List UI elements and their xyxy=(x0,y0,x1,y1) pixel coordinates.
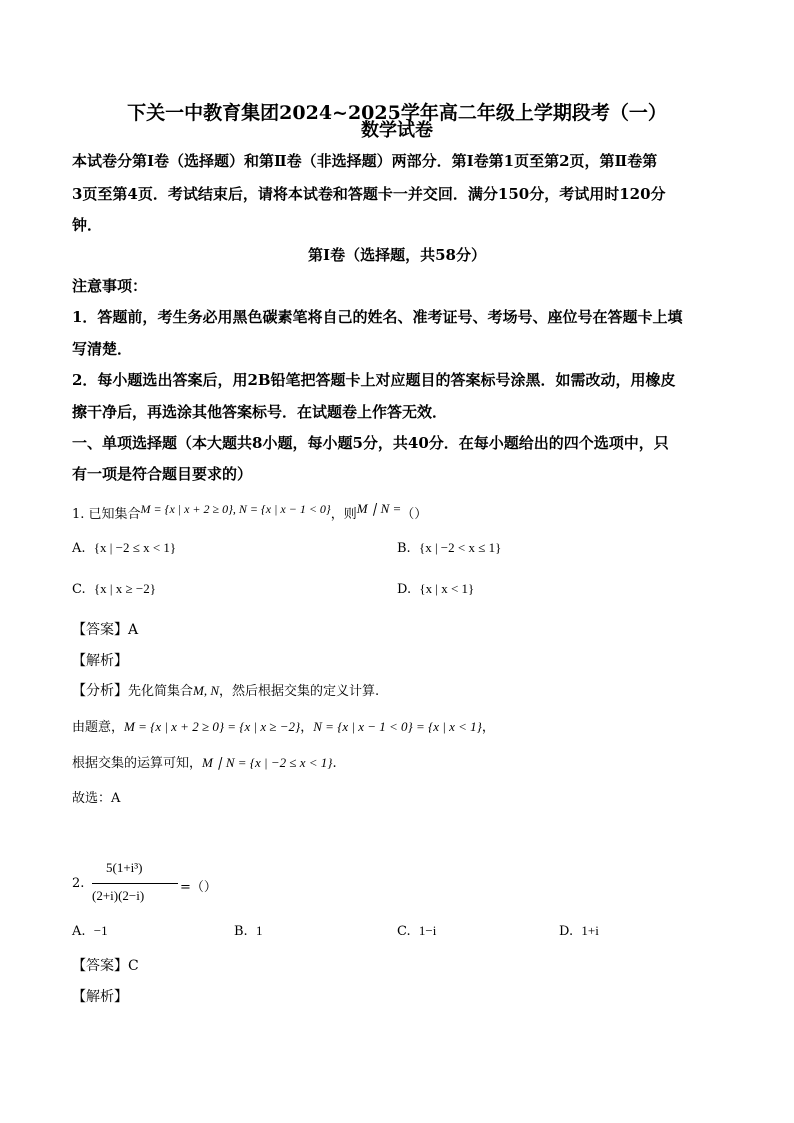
q2-denominator: (2+i)(2−i) xyxy=(92,888,145,903)
exam-title: 下关一中教育集团2024~2025学年高二年级上学期段考（一） xyxy=(127,102,667,124)
option-label: D. xyxy=(397,582,412,597)
part1-line-1: 一、单项选择题（本大题共8小题，每小题5分，共40分．在每小题给出的四个选项中，只 xyxy=(72,434,669,452)
note-2-line-2: 擦干净后，再选涂其他答案标号．在试题卷上作答无效． xyxy=(72,403,448,421)
q1-solution-line-1 xyxy=(72,716,495,735)
solution-math: M = {x | x + 2 ≥ 0} = {x | x ≥ −2} xyxy=(124,719,301,734)
option-text: {x | x < 1} xyxy=(419,581,475,596)
option-text: 1−i xyxy=(418,923,437,938)
option-text: −1 xyxy=(93,923,108,938)
note-2-line-1: 2．每小题选出答案后，用2B铅笔把答题卡上对应题目的答案标号涂黑．如需改动，用橡皮 xyxy=(72,371,676,389)
q2-option-c xyxy=(397,923,436,939)
intro-line-1: 本试卷分第Ⅰ卷（选择题）和第Ⅱ卷（非选择题）两部分．第Ⅰ卷第1页至第2页，第Ⅱ卷第 xyxy=(72,152,658,170)
option-label: B. xyxy=(397,541,411,556)
q1-option-d xyxy=(397,581,474,597)
q1-analysis-tag: 【解析】 xyxy=(72,653,128,669)
q1-option-c xyxy=(72,581,156,597)
option-text: 1 xyxy=(255,923,263,938)
intro-line-3: 钟． xyxy=(72,216,103,234)
question-1 xyxy=(72,503,427,522)
exam-subtitle: 数学试卷 xyxy=(361,120,433,141)
notes-heading: 注意事项： xyxy=(72,277,148,295)
q1-fenxi xyxy=(72,680,379,700)
solution-end: ， xyxy=(481,720,495,735)
part1-line-2: 有一项是符合题目要求的） xyxy=(72,465,253,483)
note-1-line-2: 写清楚． xyxy=(72,340,133,358)
intro-line-2: 3页至第4页．考试结束后，请将本试卷和答题卡一并交回．满分150分，考试用时120分 xyxy=(72,185,666,203)
option-text: {x | −2 ≤ x < 1} xyxy=(93,540,177,555)
option-text: {x | x ≥ −2} xyxy=(93,581,156,596)
q2-equals: =（） xyxy=(180,880,217,895)
fenxi-text: 先化简集合 xyxy=(128,684,194,699)
option-label: A. xyxy=(72,541,86,556)
solution-sep: ， xyxy=(300,720,314,735)
option-label: A. xyxy=(72,924,86,939)
option-label: B. xyxy=(234,924,248,939)
q2-numerator: 5(1+i³) xyxy=(106,860,143,875)
solution-text: 根据交集的运算可知， xyxy=(72,756,203,771)
note-1-line-1: 1．答题前，考生务必用黑色碳素笔将自己的姓名、准考证号、考场号、座位号在答题卡上填 xyxy=(72,308,683,326)
q2-number: 2. xyxy=(72,876,85,891)
solution-text: 由题意， xyxy=(72,720,125,735)
q1-sets: M = {x | x + 2 ≥ 0}, N = {x | x − 1 < 0} xyxy=(140,502,331,516)
q2-answer: 【答案】C xyxy=(72,958,139,974)
q1-prefix: 1. 已知集合 xyxy=(72,507,141,522)
q2-option-a xyxy=(72,923,108,939)
option-label: C. xyxy=(397,924,411,939)
q2-option-d xyxy=(559,923,599,939)
q1-option-b xyxy=(397,540,501,556)
fenxi-math: M, N xyxy=(193,683,220,698)
q1-choose: 故选：A xyxy=(72,791,121,806)
solution-end: . xyxy=(332,756,337,771)
fraction-bar xyxy=(92,883,178,884)
q2-fraction xyxy=(92,858,180,908)
solution-math: M ∣ N = {x | −2 ≤ x < 1} xyxy=(202,755,333,770)
option-text: 1+i xyxy=(581,923,599,938)
solution-math: N = {x | x − 1 < 0} = {x | x < 1} xyxy=(313,719,482,734)
q1-answer: 【答案】A xyxy=(72,622,139,638)
q1-then: ，则 xyxy=(330,507,357,522)
q2-option-b xyxy=(234,923,262,939)
option-text: {x | −2 < x ≤ 1} xyxy=(418,540,502,555)
q2-analysis-tag: 【解析】 xyxy=(72,989,128,1005)
q1-expr: M ∣ N = xyxy=(356,501,402,516)
option-label: C. xyxy=(72,582,86,597)
option-label: D. xyxy=(559,924,574,939)
q1-solution-line-2 xyxy=(72,752,337,771)
fenxi-tag: 【分析】 xyxy=(72,683,128,699)
q1-option-a xyxy=(72,540,176,556)
q1-blank: （） xyxy=(401,507,428,522)
fenxi-text-end: ，然后根据交集的定义计算. xyxy=(219,684,380,699)
section-title: 第Ⅰ卷（选择题，共58分） xyxy=(308,246,486,264)
